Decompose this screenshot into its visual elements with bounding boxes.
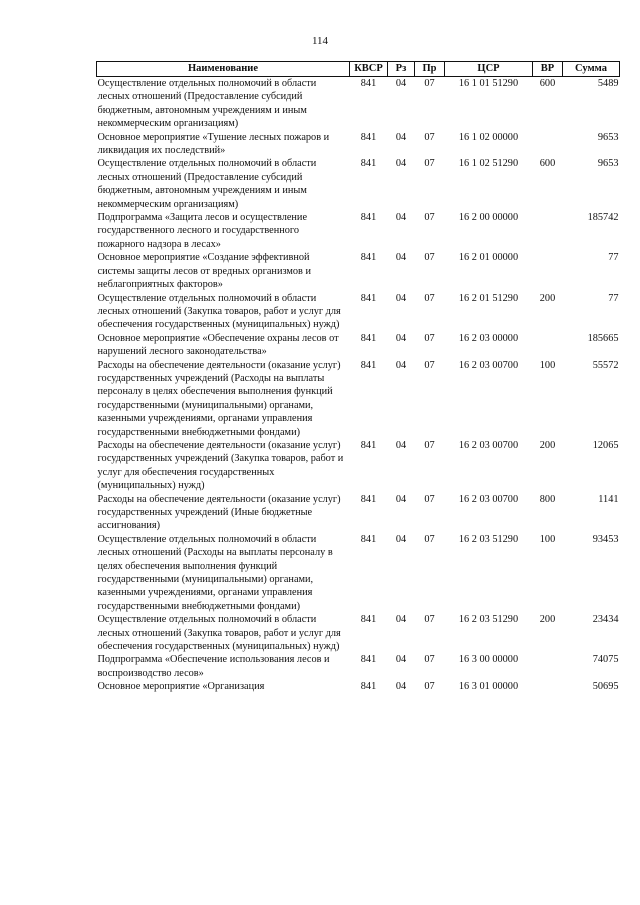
cell-rz: 04	[395, 439, 407, 451]
cell-csr: 16 2 03 00000	[458, 332, 519, 344]
cell-kvsr: 841	[360, 359, 377, 371]
cell-vr	[533, 332, 563, 359]
cell-kvsr: 841	[360, 493, 377, 505]
cell-csr: 16 2 03 00700	[458, 439, 519, 451]
table-row	[97, 493, 620, 533]
cell-name: Осуществление отдельных полномочий в области лесных отношений (Расходы на выплаты персоналу в целях обеспечения выполнения функций государственными (муниципальными) органами, казенными учреждениями, органами управления государственными внебюджетными фондами)	[97, 533, 333, 612]
cell-name: Основное мероприятие «Тушение лесных пожаров и ликвидация их последствий»	[97, 131, 330, 157]
cell-csr: 16 2 03 00700	[458, 359, 519, 371]
table-row	[97, 359, 620, 439]
cell-name: Подпрограмма «Защита лесов и осуществление государственного лесного и государственного пожарного надзора в лесах»	[97, 212, 308, 250]
table-row	[97, 439, 620, 493]
cell-rz: 04	[395, 158, 407, 170]
cell-kvsr: 841	[360, 614, 377, 626]
cell-sum: 185665	[587, 332, 619, 344]
cell-sum: 93453	[592, 533, 619, 545]
cell-name: Расходы на обеспечение деятельности (оказание услуг) государственных учреждений (Расходы на выплаты персоналу в целях обеспечения выполнения функций государственными (муниципальными) органами, казенными учреждениями, органами управления государственными внебюджетными фондами)	[97, 359, 341, 438]
cell-pr: 07	[424, 332, 435, 344]
cell-vr: 200	[539, 439, 556, 451]
header-rz: Рз	[388, 62, 415, 77]
cell-rz: 04	[395, 533, 407, 545]
cell-pr: 07	[424, 292, 435, 304]
cell-rz: 04	[395, 614, 407, 626]
cell-rz: 04	[395, 359, 407, 371]
cell-pr: 07	[424, 493, 435, 505]
cell-csr: 16 3 01 00000	[458, 681, 519, 693]
table-row	[97, 680, 620, 693]
cell-csr: 16 1 02 51290	[458, 158, 519, 170]
cell-name: Основное мероприятие «Обеспечение охраны лесов от нарушений лесного законодательства»	[97, 332, 339, 358]
cell-vr: 600	[539, 78, 556, 89]
cell-sum: 5489	[597, 78, 619, 89]
table-header	[97, 62, 620, 77]
table-row	[97, 77, 620, 131]
cell-pr: 07	[424, 212, 435, 224]
cell-sum: 50695	[592, 681, 619, 693]
cell-kvsr: 841	[360, 533, 377, 545]
cell-kvsr: 841	[360, 78, 377, 89]
header-kvsr: КВСР	[350, 62, 388, 77]
cell-sum: 55572	[592, 359, 619, 371]
cell-sum: 23434	[592, 614, 619, 626]
table-row	[97, 533, 620, 613]
cell-kvsr: 841	[360, 681, 377, 693]
cell-rz: 04	[395, 654, 407, 666]
cell-pr: 07	[424, 654, 435, 666]
cell-csr: 16 1 02 00000	[458, 131, 519, 143]
cell-name: Осуществление отдельных полномочий в области лесных отношений (Предоставление субсидий бюджетным, автономным учреждениям и иным некоммерческим организациям)	[97, 158, 317, 210]
table-row	[97, 157, 620, 211]
header-row	[97, 62, 620, 77]
table-row	[97, 131, 620, 158]
cell-vr	[533, 131, 563, 158]
table-row	[97, 292, 620, 332]
cell-pr: 07	[424, 359, 435, 371]
header-pr: Пр	[415, 62, 445, 77]
table-row	[97, 332, 620, 359]
cell-vr: 600	[539, 158, 556, 170]
cell-csr: 16 2 03 51290	[458, 614, 519, 626]
cell-sum: 77	[608, 252, 619, 264]
cell-sum: 9653	[597, 158, 619, 170]
cell-sum: 1141	[598, 493, 619, 505]
header-csr: ЦСР	[445, 62, 533, 77]
cell-name: Осуществление отдельных полномочий в области лесных отношений (Предоставление субсидий бюджетным, автономным учреждениям и иным некоммерческим организациям)	[97, 78, 317, 130]
cell-rz: 04	[395, 78, 407, 89]
cell-kvsr: 841	[360, 252, 377, 264]
table-body	[97, 77, 620, 694]
table-row	[97, 653, 620, 680]
cell-vr: 200	[539, 292, 556, 304]
cell-csr: 16 2 03 00700	[458, 493, 519, 505]
cell-name: Подпрограмма «Обеспечение использования лесов и воспроизводство лесов»	[97, 654, 330, 679]
cell-vr: 100	[539, 533, 556, 545]
cell-rz: 04	[395, 292, 407, 304]
cell-rz: 04	[395, 332, 407, 344]
cell-csr: 16 2 01 51290	[458, 292, 519, 304]
cell-rz: 04	[395, 212, 407, 224]
cell-name: Основное мероприятие «Организация	[97, 681, 265, 693]
cell-csr: 16 2 00 00000	[458, 212, 519, 224]
cell-rz: 04	[395, 493, 407, 505]
cell-rz: 04	[395, 681, 407, 693]
cell-pr: 07	[424, 681, 435, 693]
cell-pr: 07	[424, 614, 435, 626]
page-number: 114	[311, 35, 329, 47]
cell-pr: 07	[424, 131, 435, 143]
cell-pr: 07	[424, 533, 435, 545]
cell-csr: 16 1 01 51290	[458, 78, 519, 89]
table-row	[97, 211, 620, 251]
cell-sum: 77	[608, 292, 619, 304]
table-row	[97, 613, 620, 653]
cell-csr: 16 2 01 00000	[458, 252, 519, 264]
cell-kvsr: 841	[360, 654, 377, 666]
cell-kvsr: 841	[360, 439, 377, 451]
cell-vr: 200	[539, 614, 556, 626]
header-vr: ВР	[533, 62, 563, 77]
cell-kvsr: 841	[360, 158, 377, 170]
cell-rz: 04	[395, 131, 407, 143]
cell-name: Расходы на обеспечение деятельности (оказание услуг) государственных учреждений (Закупка товаров, работ и услуг для обеспечения государственных (муниципальных) нужд)	[97, 439, 344, 492]
cell-sum: 74075	[592, 654, 619, 666]
cell-sum: 12065	[592, 439, 619, 451]
cell-vr	[533, 211, 563, 251]
cell-vr	[533, 653, 563, 680]
cell-vr: 100	[539, 359, 556, 371]
cell-csr: 16 2 03 51290	[458, 533, 519, 545]
cell-name: Расходы на обеспечение деятельности (оказание услуг) государственных учреждений (Иные бюджетные ассигнования)	[97, 493, 341, 532]
cell-csr: 16 3 00 00000	[458, 654, 519, 666]
budget-table	[96, 61, 620, 694]
cell-pr: 07	[424, 439, 435, 451]
cell-name: Осуществление отдельных полномочий в области лесных отношений (Закупка товаров, работ и услуг для обеспечения государственных (муниципальных) нужд)	[97, 614, 341, 653]
cell-kvsr: 841	[360, 332, 377, 344]
cell-kvsr: 841	[360, 292, 377, 304]
cell-rz: 04	[395, 252, 407, 264]
cell-kvsr: 841	[360, 131, 377, 143]
cell-sum: 9653	[597, 131, 619, 143]
cell-pr: 07	[424, 252, 435, 264]
table-row	[97, 251, 620, 291]
cell-name: Основное мероприятие «Создание эффективной системы защиты лесов от вредных организмов и неблагоприятных факторов»	[97, 252, 311, 291]
header-name: Наименование	[97, 62, 350, 77]
cell-kvsr: 841	[360, 212, 377, 224]
cell-pr: 07	[424, 78, 435, 89]
cell-vr: 800	[539, 493, 556, 505]
header-sum: Сумма	[563, 62, 620, 77]
cell-sum: 185742	[587, 212, 619, 224]
cell-vr	[533, 680, 563, 693]
cell-pr: 07	[424, 158, 435, 170]
cell-vr	[533, 251, 563, 291]
cell-name: Осуществление отдельных полномочий в области лесных отношений (Закупка товаров, работ и услуг для обеспечения государственных (муниципальных) нужд)	[97, 292, 341, 331]
